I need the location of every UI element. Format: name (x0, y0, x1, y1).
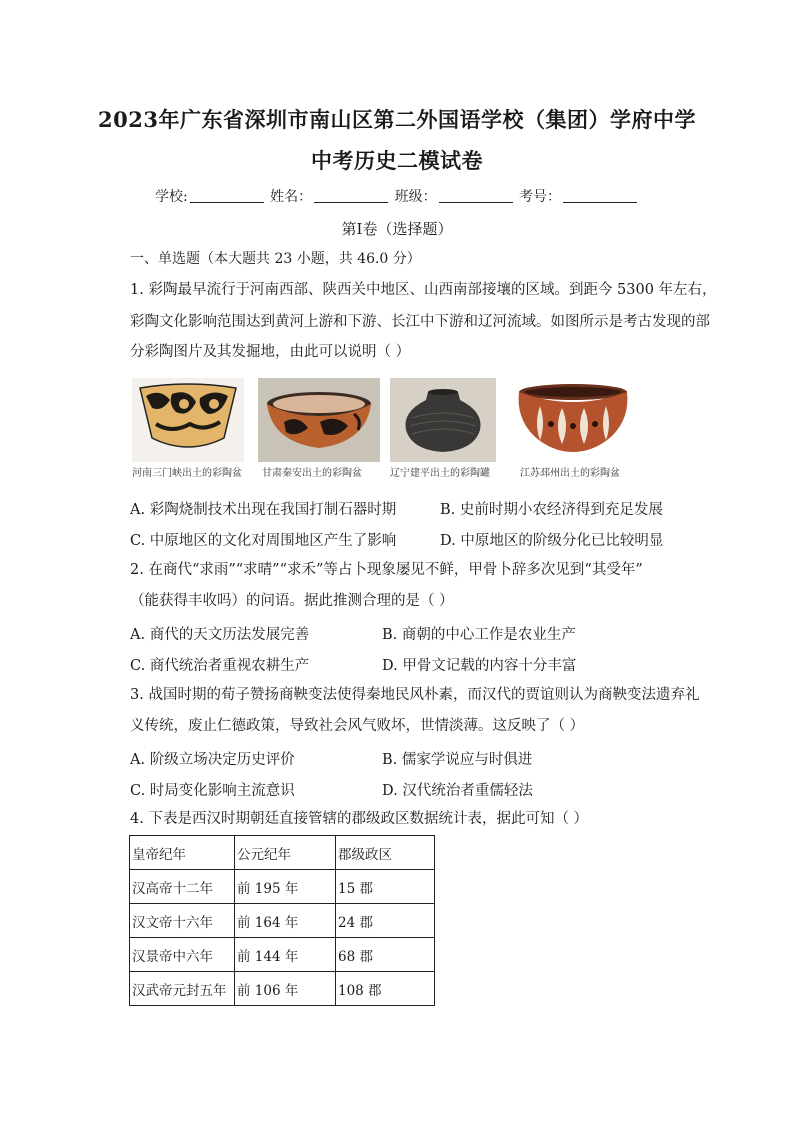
pottery-image-gansu (258, 378, 380, 462)
pottery-caption-henan: 河南三门峡出土的彩陶盆 (132, 468, 242, 479)
q1-option-c[interactable]: C. 中原地区的文化对周围地区产生了影响 (130, 533, 397, 549)
section-title: 第Ⅰ卷（选择题） (341, 220, 453, 238)
question-1-line-2: 彩陶文化影响范围达到黄河上游和下游、长江中下游和辽河流域。如图所示是考古发现的部 (130, 314, 710, 330)
table-cell: 汉武帝元封五年 (130, 972, 235, 1006)
q3-option-a[interactable]: A. 阶级立场决定历史评价 (130, 752, 295, 768)
q1-option-b[interactable]: B. 史前时期小农经济得到充足发展 (440, 502, 663, 518)
exam-title-line1: 2023年广东省深圳市南山区第二外国语学校（集团）学府中学 (98, 107, 696, 132)
q2-option-c[interactable]: C. 商代统治者重视农耕生产 (130, 658, 310, 674)
question-3-line-2: 义传统，废止仁德政策，导致社会风气败坏，世情淡薄。这反映了（ ） (130, 718, 585, 734)
table-cell: 前 106 年 (235, 972, 336, 1006)
pottery-caption-jiangsu: 江苏邳州出土的彩陶盆 (520, 468, 620, 479)
q3-option-d[interactable]: D. 汉代统治者重儒轻法 (382, 783, 533, 799)
q1-option-d[interactable]: D. 中原地区的阶级分化已比较明显 (440, 533, 664, 549)
table-cell: 15 郡 (336, 870, 435, 904)
table-row (130, 904, 435, 938)
school-blank (190, 202, 264, 203)
pottery-image-jiangsu (510, 378, 636, 462)
part-title: 一、单选题（本大题共 23 小题，共 46.0 分） (130, 251, 421, 267)
question-1-line-3: 分彩陶图片及其发掘地，由此可以说明（ ） (130, 344, 411, 360)
name-blank (314, 202, 388, 203)
table-row (130, 870, 435, 904)
student-info-row (0, 186, 794, 206)
pottery-caption-liaoning: 辽宁建平出土的彩陶罐 (390, 468, 490, 479)
question-3-line-1: 3. 战国时期的荀子赞扬商鞅变法使得秦地民风朴素，而汉代的贾谊则认为商鞅变法遗弃礼 (130, 687, 700, 703)
q2-option-b[interactable]: B. 商朝的中心工作是农业生产 (382, 627, 576, 643)
exam-no-blank (563, 202, 637, 203)
q2-option-d[interactable]: D. 甲骨文记载的内容十分丰富 (382, 658, 577, 674)
name-label: 姓名： (270, 189, 313, 205)
question-2-line-2: （能获得丰收吗）的问语。据此推测合理的是（ ） (130, 593, 454, 609)
table-header-row (130, 836, 435, 870)
exam-no-label: 考号： (519, 189, 562, 205)
table-row (130, 938, 435, 972)
table-cell: 汉文帝十六年 (130, 904, 235, 938)
table-header-cell: 郡级政区 (336, 836, 435, 870)
table-cell: 68 郡 (336, 938, 435, 972)
table-cell: 前 144 年 (235, 938, 336, 972)
table-header-cell: 公元纪年 (235, 836, 336, 870)
pottery-caption-gansu: 甘肃秦安出土的彩陶盆 (262, 468, 362, 479)
question-4-line-1: 4. 下表是西汉时期朝廷直接管辖的郡级政区数据统计表，据此可知（ ） (130, 811, 589, 827)
pottery-image-liaoning (390, 378, 496, 462)
school-label: 学校: (154, 189, 188, 205)
q1-option-a[interactable]: A. 彩陶烧制技术出现在我国打制石器时期 (130, 502, 397, 518)
table-cell: 汉高帝十二年 (130, 870, 235, 904)
table-row (130, 972, 435, 1006)
q3-option-b[interactable]: B. 儒家学说应与时俱进 (382, 752, 533, 768)
question-2-line-1: 2. 在商代“求雨”“求晴”“求禾”等占卜现象屡见不鲜，甲骨卜辞多次见到“其受年” (130, 562, 643, 578)
question-1-line-1: 1. 彩陶最早流行于河南西部、陕西关中地区、山西南部接壤的区域。到距今 5300 年左右， (130, 282, 717, 298)
q2-option-a[interactable]: A. 商代的天文历法发展完善 (130, 627, 310, 643)
exam-title-line2: 中考历史二模试卷 (311, 148, 483, 173)
commandery-table (129, 835, 435, 1006)
table-cell: 汉景帝中六年 (130, 938, 235, 972)
pottery-image-row (128, 378, 668, 488)
pottery-image-henan (132, 378, 244, 462)
table-cell: 24 郡 (336, 904, 435, 938)
q3-option-c[interactable]: C. 时局变化影响主流意识 (130, 783, 295, 799)
table-header-cell: 皇帝纪年 (130, 836, 235, 870)
class-blank (439, 202, 513, 203)
table-cell: 108 郡 (336, 972, 435, 1006)
class-label: 班级： (394, 189, 437, 205)
table-cell: 前 164 年 (235, 904, 336, 938)
table-cell: 前 195 年 (235, 870, 336, 904)
